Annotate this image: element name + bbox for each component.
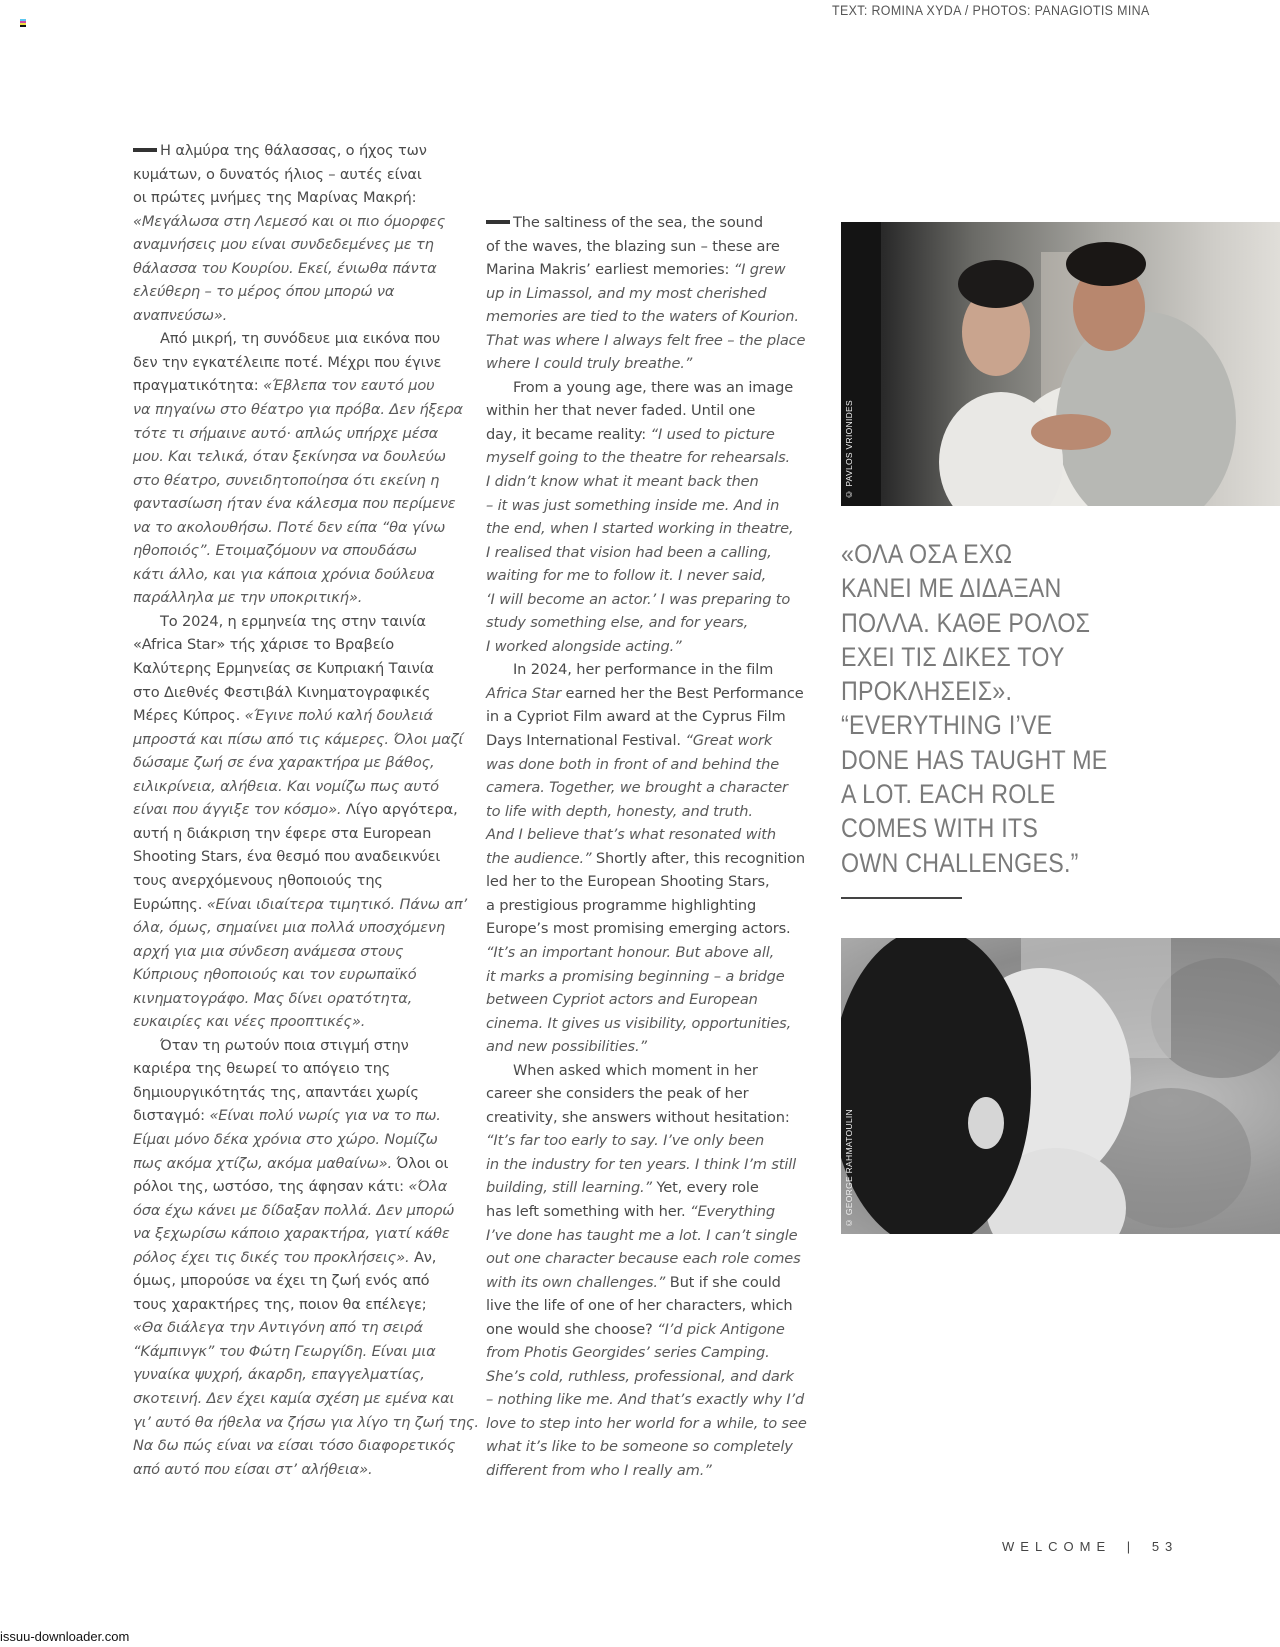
text-line <box>133 798 473 822</box>
text-line <box>133 1458 473 1482</box>
body-text: career she considers the peak of her <box>486 1085 749 1103</box>
body-text: Η αλμύρα της θάλασσας, ο ήχος των <box>160 142 427 159</box>
quote-text: ελεύθερη – το μέρος όπου μπορώ να <box>133 283 395 301</box>
quote-text: from Photis Georgides’ series Camping. <box>486 1344 770 1362</box>
article-start-dash <box>133 148 157 152</box>
quote-text: «Θα διάλεγα την Αντιγόνη από τη σειρά <box>133 1319 424 1337</box>
text-line <box>486 1388 826 1412</box>
text-line <box>133 1034 473 1058</box>
text-line <box>486 611 826 635</box>
text-line <box>486 1176 826 1200</box>
body-text: Ευρώπης. <box>133 895 207 913</box>
quote-text: μου. Και τελικά, όταν ξεκίνησα να δουλεύω <box>133 448 446 466</box>
article-column-english <box>486 211 826 1483</box>
text-line <box>486 1224 826 1248</box>
body-text: τους ανερχόμενους ηθοποιούς της <box>133 871 383 889</box>
text-line <box>133 845 473 869</box>
quote-text: τότε τι σήμαινε αυτό· απλώς υπήρχε μέσα <box>133 424 439 442</box>
quote-text: – it was just something inside me. And in <box>486 496 780 514</box>
quote-text: “Great work <box>685 732 773 750</box>
photo-theatre-scene-image <box>841 222 1280 506</box>
quote-text: study something else, and for years, <box>486 614 749 632</box>
quote-text: it marks a promising beginning – a bridge <box>486 967 785 985</box>
text-line <box>486 1459 826 1483</box>
pull-quote-line: ΠΟΛΛΑ. ΚΑΘΕ ΡΟΛΟΣ <box>841 607 1091 638</box>
text-line <box>486 1106 826 1130</box>
text-line <box>486 1247 826 1271</box>
text-line <box>486 1341 826 1365</box>
body-text: Yet, every role <box>651 1179 759 1197</box>
quote-text: ευκαιρίες και νέες προοπτικές». <box>133 1013 366 1031</box>
quote-text: Είμαι μόνο δέκα χρόνια στο χώρο. Νομίζω <box>133 1130 438 1148</box>
quote-text: I realised that vision had been a calling, <box>486 543 772 561</box>
pull-quote-line: ΚΑΝΕΙ ΜΕ ΔΙΔΑΞΑΝ <box>841 573 1062 604</box>
text-line <box>133 586 473 610</box>
text-line <box>486 776 826 800</box>
quote-text: where I could truly breathe.” <box>486 355 693 373</box>
photo-credit: © PAVLOS VRIONIDES <box>844 400 854 500</box>
text-line <box>133 469 473 493</box>
text-line <box>486 917 826 941</box>
text-line <box>133 351 473 375</box>
quote-text: up in Limassol, and my most cherished <box>486 284 767 302</box>
body-text: Days International Festival. <box>486 732 686 750</box>
quote-text: «Έβλεπα τον εαυτό μου <box>263 377 435 395</box>
text-line <box>486 1318 826 1342</box>
quote-text: κινηματογράφο. Μας δίνει ορατότητα, <box>133 989 413 1007</box>
quote-text: στο θέατρο, συνειδητοποίησα ότι εκείνη η <box>133 471 440 489</box>
text-line <box>486 847 826 871</box>
photo-portrait-profile <box>841 938 1280 1234</box>
text-line <box>133 1269 473 1293</box>
body-text: When asked which moment in her <box>513 1061 758 1079</box>
text-line <box>486 376 826 400</box>
text-line <box>133 1057 473 1081</box>
body-text: Το 2024, η ερμηνεία της στην ταινία <box>160 612 426 630</box>
quote-text: να το ακολουθήσω. Ποτέ δεν είπα “θα γίνω <box>133 518 446 536</box>
body-text: Europe’s most promising emerging actors. <box>486 920 791 938</box>
quote-text: camera. Together, we brought a character <box>486 779 788 797</box>
quote-text: building, still learning.” <box>486 1179 652 1197</box>
text-line <box>133 1128 473 1152</box>
body-text: δεν την εγκατέλειπε ποτέ. Μέχρι που έγινε <box>133 353 442 371</box>
quote-text: θάλασσα του Κουρίου. Εκεί, ένιωθα πάντα <box>133 259 437 277</box>
text-line <box>133 1104 473 1128</box>
text-line <box>133 1387 473 1411</box>
body-text: From a young age, there was an image <box>513 378 794 396</box>
pull-quote-line: “EVERYTHING I’VE <box>841 710 1053 741</box>
text-line <box>133 374 473 398</box>
body-text: όμως, μπορούσε να έχει τη ζωή ενός από <box>133 1272 430 1290</box>
text-line <box>486 1200 826 1224</box>
quote-text: “It’s an important honour. But above all, <box>486 943 775 961</box>
text-line <box>133 492 473 516</box>
text-line <box>133 280 473 304</box>
text-line <box>486 352 826 376</box>
text-line <box>133 775 473 799</box>
text-line <box>486 1153 826 1177</box>
body-text: a prestigious programme highlighting <box>486 896 757 914</box>
body-text: live the life of one of her characters, which <box>486 1297 793 1315</box>
text-line <box>486 1365 826 1389</box>
quote-text: μπροστά και πίσω από τις κάμερες. Όλοι μαζί <box>133 730 464 748</box>
body-text: Shooting Stars, ένα θεσμό που αναδεικνύει <box>133 848 441 866</box>
pull-quote-line: ΠΡΟΚΛΗΣΕΙΣ». <box>841 676 1013 707</box>
quote-text: I didn’t know what it meant back then <box>486 473 759 491</box>
text-line <box>133 681 473 705</box>
pull-quote-line: COMES WITH ITS <box>841 813 1039 844</box>
text-line <box>133 751 473 775</box>
text-line <box>486 399 826 423</box>
text-line <box>486 729 826 753</box>
body-text: creativity, she answers without hesitation: <box>486 1108 790 1126</box>
quote-text: with its own challenges.” <box>486 1273 666 1291</box>
text-line <box>133 893 473 917</box>
text-line <box>486 423 826 447</box>
text-line <box>486 682 826 706</box>
text-line <box>486 494 826 518</box>
body-text: δισταγμό: <box>133 1107 210 1125</box>
text-line <box>486 564 826 588</box>
text-line <box>486 258 826 282</box>
quote-text: “I used to picture <box>650 425 775 443</box>
quote-text: αναπνεύσω». <box>133 306 228 324</box>
text-line <box>133 539 473 563</box>
body-text: Shortly after, this recognition <box>591 849 805 867</box>
article-column-greek <box>133 139 479 1481</box>
quote-text: Να δω πώς είναι να είσαι τόσο διαφορετικός <box>133 1437 456 1455</box>
quote-text: I’ve done has taught me a lot. I can’t single <box>486 1226 798 1244</box>
text-line <box>133 987 473 1011</box>
text-line <box>133 610 473 634</box>
quote-text: «Έγινε πολύ καλή δουλειά <box>244 707 433 725</box>
quote-text: – nothing like me. And that’s exactly why I’d <box>486 1391 805 1409</box>
photo-theatre-scene <box>841 222 1280 506</box>
pull-quote-line: DONE HAS TAUGHT ME <box>841 744 1108 775</box>
quote-text: αρχή για μια σύνδεση ανάμεσα στους <box>133 942 404 960</box>
quote-text: «Μεγάλωσα στη Λεμεσό και οι πιο όμορφες <box>133 212 446 230</box>
text-line <box>133 257 473 281</box>
quote-text: in the industry for ten years. I think I’m still <box>486 1155 797 1173</box>
text-line <box>486 894 826 918</box>
text-line <box>133 304 473 328</box>
quote-text: And I believe that’s what resonated with <box>486 826 776 844</box>
quote-text: αναμνήσεις μου είναι συνδεδεμένες με τη <box>133 236 434 254</box>
body-text: τους χαρακτήρες της, ποιον θα επέλεγε; <box>133 1295 427 1313</box>
quote-text: είναι που άγγιξε τον κόσμο». <box>133 801 342 819</box>
quote-text: “Everything <box>690 1202 775 1220</box>
text-line <box>133 1363 473 1387</box>
quote-text: ειλικρίνεια, αλήθεια. Και νομίζω πως αυτό <box>133 777 439 795</box>
body-text: Marina Makris’ earliest memories: <box>486 261 734 279</box>
quote-text: out one character because each role comes <box>486 1250 801 1268</box>
text-line <box>133 516 473 540</box>
quote-text: ηθοποιός”. Ετοιμαζόμουν να σπουδάσω <box>133 542 417 560</box>
watermark: issuu-downloader.com <box>0 1629 130 1644</box>
quote-text: different from who I really am.” <box>486 1461 712 1479</box>
quote-text: όλα, όμως, σημαίνει μια πολλά υποσχόμενη <box>133 919 445 937</box>
text-line <box>486 1012 826 1036</box>
body-text: στο Διεθνές Φεστιβάλ Κινηματογραφικές <box>133 683 431 701</box>
body-text: The saltiness of the sea, the sound <box>513 214 763 231</box>
text-line <box>133 633 473 657</box>
text-line <box>486 1035 826 1059</box>
text-line <box>133 210 473 234</box>
body-text: day, it became reality: <box>486 425 651 443</box>
quote-text: I worked alongside acting.” <box>486 637 682 655</box>
text-line <box>133 327 473 351</box>
quote-text: «Όλα <box>408 1178 448 1196</box>
text-line <box>486 541 826 565</box>
text-line <box>133 1340 473 1364</box>
text-line <box>133 963 473 987</box>
quote-text: «Είναι πολύ νωρίς για να το πω. <box>209 1107 441 1125</box>
quote-text: δώσαμε ζωή σε ένα χαρακτήρα με βάθος, <box>133 754 435 772</box>
body-text: ρόλοι της, ωστόσο, της άφησαν κάτι: <box>133 1178 409 1196</box>
text-line <box>486 941 826 965</box>
text-line <box>486 446 826 470</box>
article-start-dash <box>486 220 510 224</box>
quote-text: love to step into her world for a while, to see <box>486 1414 807 1432</box>
text-line <box>486 235 826 259</box>
text-line <box>133 940 473 964</box>
quote-text: myself going to the theatre for rehearsals. <box>486 449 791 467</box>
body-text: Καλύτερης Ερμηνείας σε Κυπριακή Ταινία <box>133 660 434 678</box>
text-line <box>133 1081 473 1105</box>
text-line <box>486 1059 826 1083</box>
quote-text: φαντασίωση ήταν ένα κάλεσμα που περίμενε <box>133 495 456 513</box>
text-line <box>486 753 826 777</box>
text-line <box>133 916 473 940</box>
magazine-name: WELCOME <box>1002 1539 1112 1554</box>
quote-text: “I grew <box>733 261 786 279</box>
text-line <box>133 445 473 469</box>
text-line <box>133 1010 473 1034</box>
text-line <box>486 470 826 494</box>
quote-text: “It’s far too early to say. I’ve only been <box>486 1132 765 1150</box>
footer-separator: | <box>1126 1539 1137 1554</box>
print-registration-mark <box>20 19 26 27</box>
text-line <box>133 139 473 163</box>
quote-text: cinema. It gives us visibility, opportunities, <box>486 1014 792 1032</box>
quote-text: να πηγαίνω στο θέατρο για πρόβα. Δεν ήξερα <box>133 401 463 419</box>
text-line <box>133 1222 473 1246</box>
quote-text: That was where I always felt free – the place <box>486 331 806 349</box>
body-text: Όταν τη ρωτούν ποια στιγμή στην <box>160 1036 409 1054</box>
body-text: But if she could <box>665 1273 781 1291</box>
page-number: 53 <box>1151 1539 1179 1554</box>
photo-credit: © GEORGE RAHMATOULIN <box>844 1108 854 1228</box>
body-text: led her to the European Shooting Stars, <box>486 873 770 891</box>
quote-text: γι’ αυτό θα ήθελα να ζήσω για λίγο τη ζωή της. <box>133 1413 479 1431</box>
quote-text: the end, when I started working in theatre, <box>486 520 794 538</box>
pull-quote-line: OWN CHALLENGES.” <box>841 847 1079 878</box>
text-line <box>486 705 826 729</box>
text-line <box>133 657 473 681</box>
quote-text: από αυτό που είσαι στ’ αλήθεια». <box>133 1460 373 1478</box>
body-text: In 2024, her performance in the film <box>513 661 774 679</box>
quote-text: όσα έχω κάνει με δίδαξαν πολλά. Δεν μπορώ <box>133 1201 455 1219</box>
body-text: earned her the Best Performance <box>561 684 804 702</box>
text-line <box>486 305 826 329</box>
quote-text: ‘I will become an actor.’ I was preparing to <box>486 590 791 608</box>
pull-quote-line: «ΟΛΑ ΟΣΑ ΕΧΩ <box>841 539 1013 569</box>
text-line <box>486 800 826 824</box>
text-line <box>486 1412 826 1436</box>
quote-text: to life with depth, honesty, and truth. <box>486 802 753 820</box>
quote-text: Africa Star <box>486 684 562 702</box>
quote-text: “I’d pick Antigone <box>657 1320 785 1338</box>
quote-text: ρόλος έχει τις δικές του προκλήσεις». <box>133 1248 410 1266</box>
text-line <box>133 1175 473 1199</box>
text-line <box>133 186 473 210</box>
text-line <box>133 822 473 846</box>
body-text: Αν, <box>409 1248 437 1266</box>
body-text: Λίγο αργότερα, <box>341 801 458 819</box>
quote-text: «Είναι ιδιαίτερα τιμητικό. Πάνω απ’ <box>206 895 467 913</box>
pull-quote-line: A LOT. EACH ROLE <box>841 779 1056 810</box>
text-line <box>486 329 826 353</box>
page-footer <box>1002 1539 1178 1554</box>
quote-text: what it’s like to be someone so completely <box>486 1438 793 1456</box>
body-text: of the waves, the blazing sun – these are <box>486 237 780 255</box>
quote-text: πως ακόμα χτίζω, ακόμα μαθαίνω». <box>133 1154 393 1172</box>
body-text: κυμάτων, ο δυνατός ήλιος – αυτές είναι <box>133 165 422 183</box>
text-line <box>486 1082 826 1106</box>
text-line <box>133 728 473 752</box>
body-text: αυτή η διάκριση την έφερε στα European <box>133 824 432 842</box>
body-text: within her that never faded. Until one <box>486 402 756 420</box>
quote-text: memories are tied to the waters of Kourion. <box>486 308 799 326</box>
quote-text: γυναίκα ψυχρή, άκαρδη, επαγγελματίας, <box>133 1366 425 1384</box>
text-line <box>133 1152 473 1176</box>
pull-quote-divider <box>841 897 962 899</box>
text-line <box>486 870 826 894</box>
text-line <box>133 422 473 446</box>
quote-text: παράλληλα με την υποκριτική». <box>133 589 363 607</box>
body-text: «Africa Star» τής χάρισε το Βραβείο <box>133 636 395 654</box>
body-text: has left something with her. <box>486 1202 691 1220</box>
body-text: in a Cypriot Film award at the Cyprus Film <box>486 708 786 726</box>
quote-text: “Κάμπινγκ” του Φώτη Γεωργίδη. Είναι μια <box>133 1342 436 1360</box>
text-line <box>133 233 473 257</box>
body-text: Από μικρή, τη συνόδευε μια εικόνα που <box>160 330 441 348</box>
body-text: Μέρες Κύπρος. <box>133 707 245 725</box>
quote-text: σκοτεινή. Δεν έχει καμία σχέση με εμένα και <box>133 1389 455 1407</box>
pull-quote <box>841 537 1108 880</box>
text-line <box>486 588 826 612</box>
text-line <box>486 211 826 235</box>
text-line <box>486 988 826 1012</box>
text-line <box>486 658 826 682</box>
article-credits: TEXT: ROMINA XYDA / PHOTOS: PANAGIOTIS MINA <box>832 3 1150 18</box>
body-text: οι πρώτες μνήμες της Μαρίνας Μακρή: <box>133 189 417 207</box>
body-text: πραγματικότητα: <box>133 377 264 395</box>
text-line <box>486 823 826 847</box>
quote-text: She’s cold, ruthless, professional, and dark <box>486 1367 794 1385</box>
quote-text: κάτι άλλο, και για κάποια χρόνια δούλευα <box>133 565 435 583</box>
text-line <box>133 704 473 728</box>
quote-text: the audience.” <box>486 849 592 867</box>
body-text: Όλοι οι <box>392 1154 449 1172</box>
text-line <box>486 517 826 541</box>
quote-text: and new possibilities.” <box>486 1038 647 1056</box>
text-line <box>133 1199 473 1223</box>
text-line <box>486 635 826 659</box>
text-line <box>133 869 473 893</box>
body-text: καριέρα της θεωρεί το απόγειο της <box>133 1060 391 1078</box>
text-line <box>486 1129 826 1153</box>
text-line <box>133 1316 473 1340</box>
text-line <box>133 1246 473 1270</box>
text-line <box>486 1294 826 1318</box>
quote-text: between Cypriot actors and European <box>486 991 758 1009</box>
text-line <box>133 1411 479 1435</box>
quote-text: Κύπριους ηθοποιούς και τον ευρωπαϊκό <box>133 966 417 984</box>
text-line <box>133 163 473 187</box>
text-line <box>486 282 826 306</box>
text-line <box>486 1271 826 1295</box>
text-line <box>133 1293 473 1317</box>
quote-text: να ξεχωρίσω κάποιο χαρακτήρα, γιατί κάθε <box>133 1225 450 1243</box>
text-line <box>133 398 473 422</box>
photo-portrait-image <box>841 938 1280 1234</box>
body-text: one would she choose? <box>486 1320 658 1338</box>
quote-text: waiting for me to follow it. I never said, <box>486 567 767 585</box>
pull-quote-line: ΕΧΕΙ ΤΙΣ ΔΙΚΕΣ ΤΟΥ <box>841 641 1065 672</box>
text-line <box>133 563 473 587</box>
text-line <box>133 1434 473 1458</box>
text-line <box>486 1435 826 1459</box>
body-text: δημιουργικότητάς της, απαντάει χωρίς <box>133 1083 419 1101</box>
text-line <box>486 965 826 989</box>
quote-text: was done both in front of and behind the <box>486 755 780 773</box>
